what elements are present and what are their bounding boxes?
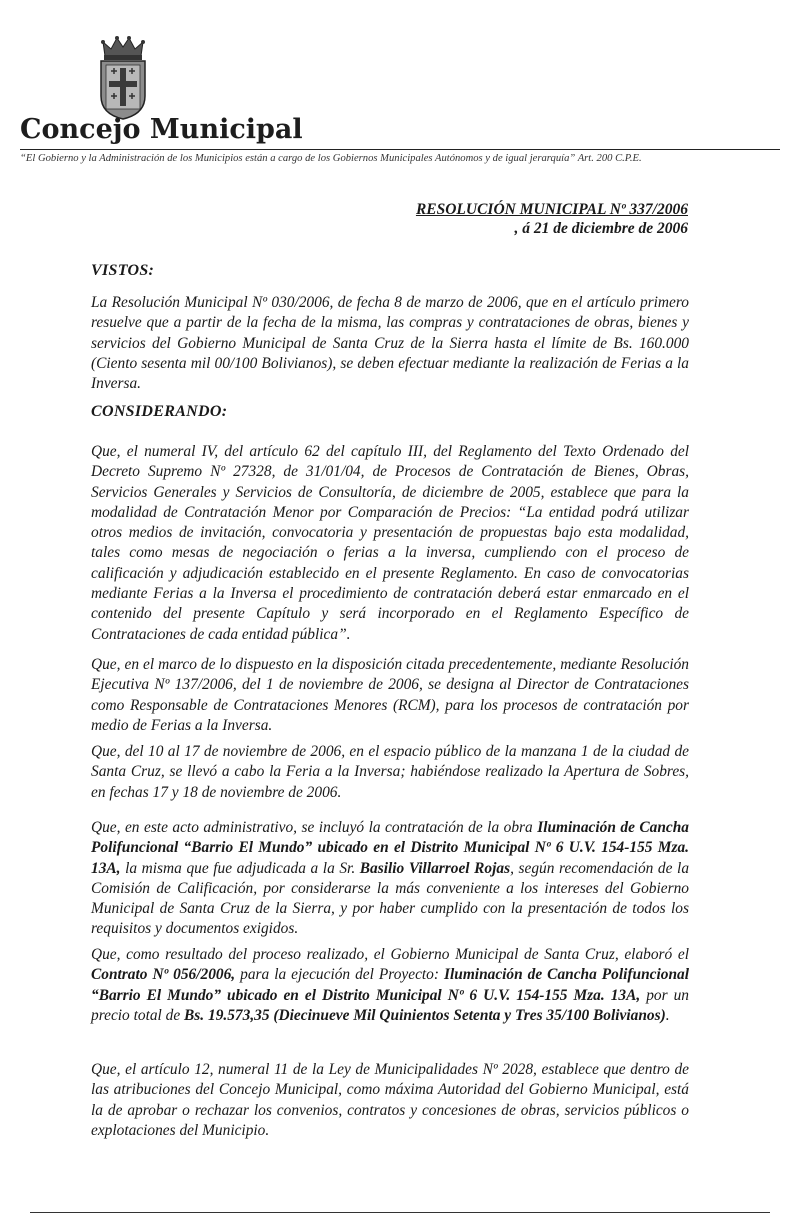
p4-text-1: Que, en este acto administrativo, se incluyó la contratación de la obra	[91, 819, 538, 836]
motto: “El Gobierno y la Administración de los Municipios están a cargo de los Gobiernos Municipales Autónomos y de igual jerarquía” Art. 200 C.P.E.	[20, 153, 642, 164]
resolution-date: , á 21 de diciembre de 2006	[514, 220, 688, 237]
resolution-title: RESOLUCIÓN MUNICIPAL Nº 337/2006	[415, 201, 688, 218]
considerando-paragraph-5	[91, 945, 689, 1026]
considerando-heading: CONSIDERANDO:	[91, 403, 228, 420]
header-divider	[20, 149, 780, 150]
considerando-paragraph-3: Que, del 10 al 17 de noviembre de 2006, en el espacio público de la manzana 1 de la ciudad de Santa Cruz, se llevó a cabo la Feria a la Inversa; habiéndose realizado la Apertura de Sobres, en fechas 17 y 18 de noviembre de 2006.	[91, 743, 689, 801]
p5-total-price: Bs. 19.573,35 (Diecinueve Mil Quinientos Setenta y Tres 35/100 Bolivianos)	[184, 1006, 666, 1024]
p4-text-3: , según recomendación de la Comisión de Calificación, por considerarse la más conveniente a los intereses del Gobierno Municipal de Santa Cruz de la Sierra, y por haber cumplido con la presentación de todos los requisitos y documentos exigidos.	[91, 859, 690, 938]
considerando-paragraph-4	[91, 818, 689, 940]
p5-contract-number: Contrato Nº 056/2006,	[91, 966, 236, 984]
footer-divider	[30, 1212, 770, 1213]
p5-text-2: para la ejecución del Proyecto:	[235, 966, 444, 984]
p5-text-1: Que, como resultado del proceso realizado, el Gobierno Municipal de Santa Cruz, elaboró el	[91, 946, 689, 963]
p5-text-4: .	[665, 1006, 670, 1024]
coat-of-arms-icon	[93, 34, 153, 120]
considerando-paragraph-2: Que, en el marco de lo dispuesto en la disposición citada precedentemente, mediante Resolución Ejecutiva Nº 137/2006, del 1 de noviembre de 2006, se designa al Director de Contrataciones como Responsable de Contrataciones Menores (RCM), para los procesos de contratación por medio de Ferias a la Inversa.	[91, 656, 689, 734]
vistos-paragraph: La Resolución Municipal Nº 030/2006, de fecha 8 de marzo de 2006, que en el artículo primero resuelve que a partir de la fecha de la misma, las compras y contrataciones de obras, bienes y servicios del Gobierno Municipal de Santa Cruz de la Sierra hasta el límite de Bs. 160.000 (Ciento sesenta mil 00/100 Bolivianos), se deben efectuar mediante la realización de Ferias a la Inversa.	[91, 294, 689, 393]
p4-project-name: Iluminación de Cancha Polifuncional “Barrio El Mundo” ubicado en el Distrito Municipal Nº 6 U.V. 154-155 Mza. 13A,	[91, 819, 689, 877]
considerando-paragraph-6: Que, el artículo 12, numeral 11 de la Ley de Municipalidades Nº 2028, establece que dentro de las atribuciones del Concejo Municipal, como máxima Autoridad del Gobierno Municipal, está la de aprobar o rechazar los convenios, contratos y concesiones de obras, servicios públicos o explotaciones del Municipio.	[91, 1061, 689, 1139]
p5-text-3: por un precio total de	[91, 986, 689, 1024]
considerando-paragraph-1: Que, el numeral IV, del artículo 62 del capítulo III, del Reglamento del Texto Ordenado del Decreto Supremo Nº 27328, de 31/01/04, de Procesos de Contratación de Bienes, Obras, Servicios Generales y Servicios de Consultoría, de diciembre de 2005, establece que para la modalidad de Contratación Menor por Comparación de Precios: “La entidad podrá utilizar otros medios de invitación, convocatoria y presentación de propuestas bajo esta modalidad, tales como mesas de negociación o ferias a la inversa, cumpliendo con el proceso de calificación y adjudicación establecido en el presente Reglamento. En caso de convocatorias mediante Ferias a la Inversa el procedimiento de contratación deberá estar enmarcado en el contenido del presente Capítulo y será incorporado en el Reglamento Específico de Contrataciones de cada entidad pública”.	[91, 443, 689, 643]
p4-contractor-name: Basilio Villarroel Rojas	[359, 859, 511, 877]
p4-text-2: la misma que fue adjudicada a la Sr.	[120, 859, 360, 877]
vistos-heading: VISTOS:	[91, 262, 155, 279]
organization-name: Concejo Municipal	[20, 114, 303, 145]
p5-project-name: Iluminación de Cancha Polifuncional “Barrio El Mundo” ubicado en el Distrito Municipal Nº 6 U.V. 154-155 Mza. 13A,	[91, 966, 690, 1004]
